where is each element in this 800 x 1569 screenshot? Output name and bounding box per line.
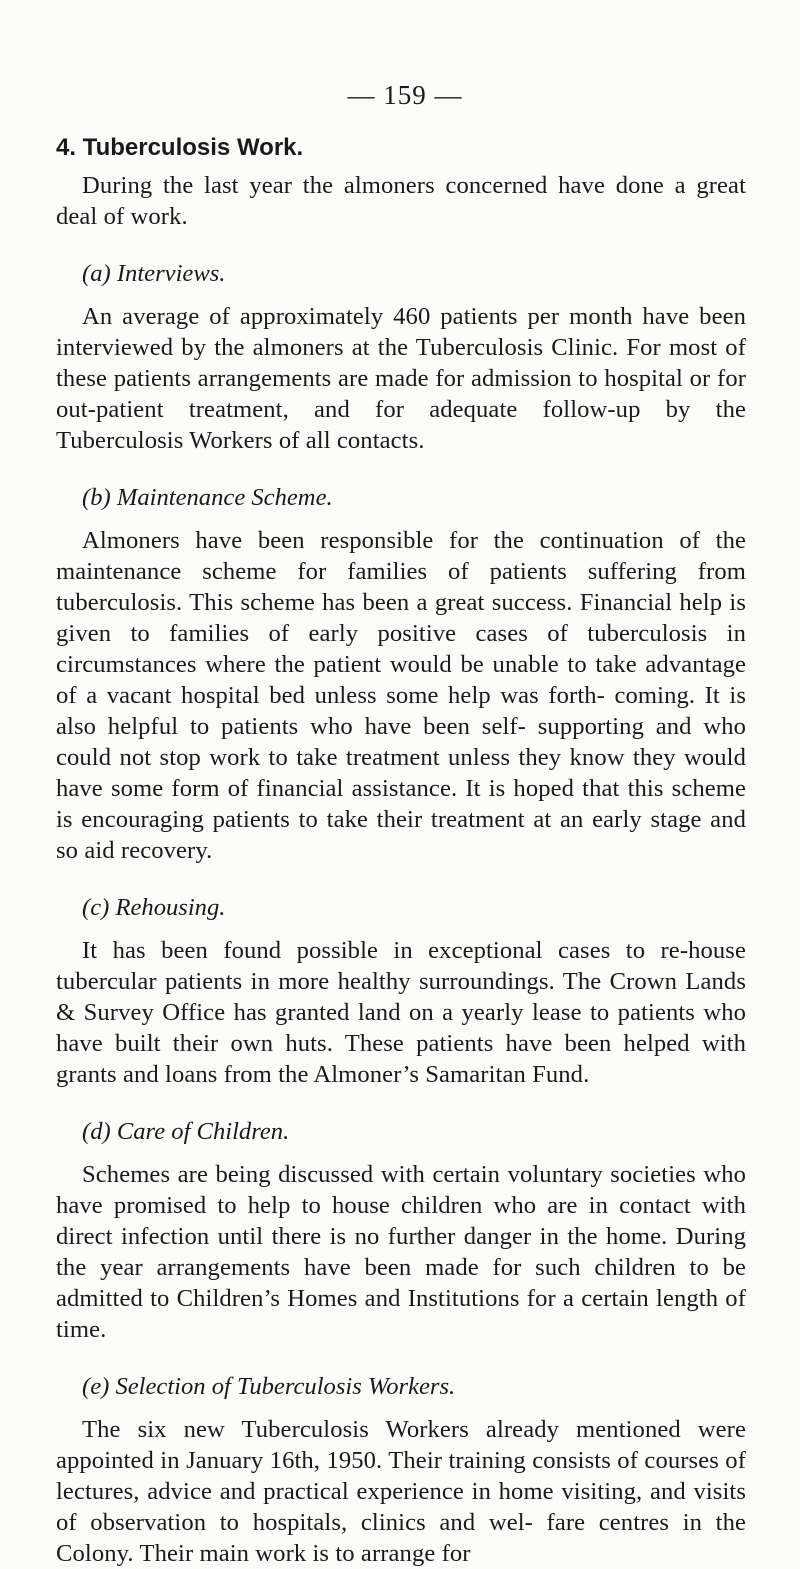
subsection-text: It has been found possible in exceptional cases to re-house tubercular patients in more healthy surroundings. The Crown Lands & Survey Office has granted land on a yearly lease to patients who have built their own huts. These patients have been helped with grants and loans from the Almoner’s Samaritan Fund.	[56, 937, 746, 1088]
subsection-heading	[82, 892, 746, 923]
subsection-title: Interviews.	[116, 260, 226, 287]
subsection-heading	[82, 1116, 746, 1147]
subsection-title: Maintenance Scheme.	[116, 484, 333, 511]
subsection-rehousing	[56, 892, 746, 1090]
section-intro: During the last year the almoners concerned have done a great deal of work.	[56, 172, 746, 230]
subsection-heading	[82, 1371, 746, 1402]
subsection-selection-of-workers	[56, 1371, 746, 1569]
subsection-care-of-children	[56, 1116, 746, 1345]
subsection-maintenance-scheme	[56, 482, 746, 866]
subsection-letter: (b)	[82, 484, 111, 511]
subsection-letter: (c)	[82, 894, 110, 921]
subsection-title: Rehousing.	[115, 894, 226, 921]
subsection-text: Schemes are being discussed with certain voluntary societies who have promised to help to house children who are in contact with direct infection until there is no further danger in the home. During the year arrangements have been made for such children to be admitted to Children’s Homes and Institutions for a certain length of time.	[56, 1161, 746, 1343]
subsection-interviews	[56, 258, 746, 456]
subsection-text: An average of approximately 460 patients per month have been interviewed by the almoners at the Tuberculosis Clinic. For most of these patients arrangements are made for admission to hospital or for out-patient treatment, and for adequate follow-up by the Tuberculosis Workers of all contacts.	[56, 303, 746, 454]
page-number: — 159 —	[347, 80, 463, 110]
subsection-title: Care of Children.	[116, 1118, 290, 1145]
subsection-heading	[82, 258, 746, 289]
document-page	[56, 78, 746, 1569]
subsection-text: Almoners have been responsible for the continuation of the maintenance scheme for families of patients suffering from tuberculosis. This scheme has been a great success. Financial help is given to families of early positive cases of tuberculosis in circumstances where the patient would be unable to take advantage of a vacant hospital bed unless some help was forth- coming. It is also helpful to patients who have been self- supporting and who could not stop work to take treatment unless they know they would have some form of financial assistance. It is hoped that this scheme is encouraging patients to take their treatment at an early stage and so aid recovery.	[56, 527, 746, 864]
subsection-title: Selection of Tuberculosis Workers.	[115, 1373, 456, 1400]
subsection-text: The six new Tuberculosis Workers already mentioned were appointed in January 16th, 1950. Their training consists of courses of lectures, advice and practical experience in home visiting, and visits of observation to hospitals, clinics and wel- fare centres in the Colony. Their main work is to arrange for	[56, 1416, 746, 1567]
subsection-letter: (a)	[82, 260, 111, 287]
subsection-letter: (d)	[82, 1118, 111, 1145]
section-heading: 4. Tuberculosis Work.	[56, 134, 304, 161]
subsection-heading	[82, 482, 746, 513]
subsection-letter: (e)	[82, 1373, 110, 1400]
